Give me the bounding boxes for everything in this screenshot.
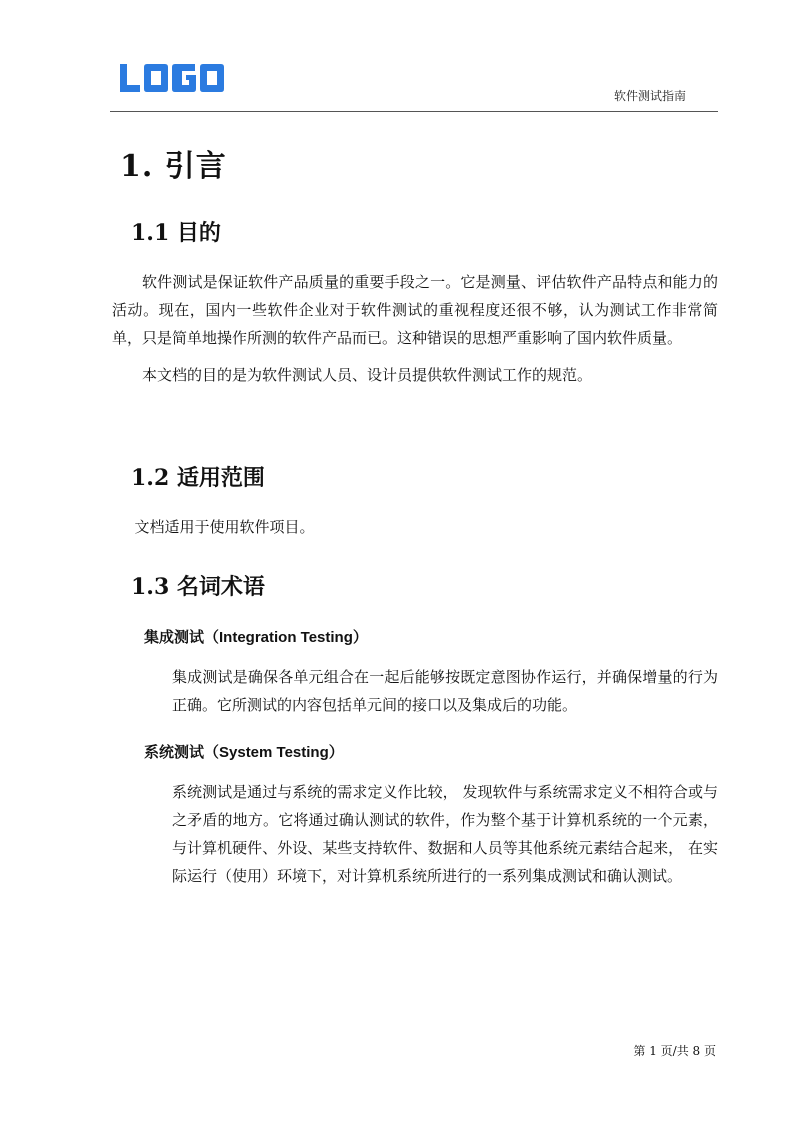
- section-1-2-body: [112, 513, 718, 541]
- page-footer: 第 1 页/共 8 页: [633, 1044, 716, 1058]
- paragraph: 文档适用于使用软件项目。: [134, 518, 315, 536]
- header-title: 软件测试指南: [613, 89, 686, 103]
- logo: [120, 62, 224, 96]
- header-divider: [110, 111, 718, 112]
- section-1-3-heading: 1.3 名词术语: [131, 574, 265, 600]
- section-1-1-body: [112, 268, 718, 389]
- term-system-testing-desc: 系统测试是通过与系统的需求定义作比较， 发现软件与系统需求定义不相符合或与之矛盾的地方。它将通过确认测试的软件，作为整个基于计算机系统的一个元素， 与计算机硬件、外设、某些支持软件、数据和人员等其他系统元素结合起来， 在实际运行（使用）环境下，对计算机系统所进行的一系列集成测试和确认测试。: [172, 783, 718, 885]
- paragraph: 软件测试是保证软件产品质量的重要手段之一。它是测量、评估软件产品特点和能力的活动。现在，国内一些软件企业对于软件测试的重视程度还很不够，认为测试工作非常简单，只是简单地操作所测的软件产品而已。这种错误的思想严重影响了国内软件质量。: [112, 273, 718, 347]
- term-integration-testing: 集成测试（Integration Testing）: [144, 629, 368, 646]
- section-1-heading: 1. 引言: [120, 149, 227, 184]
- paragraph: 本文档的目的是为软件测试人员、设计员提供软件测试工作的规范。: [142, 366, 593, 384]
- term-system-testing: 系统测试（System Testing）: [144, 744, 344, 761]
- section-1-1-heading: 1.1 目的: [131, 220, 221, 246]
- section-1-2-heading: 1.2 适用范围: [131, 465, 265, 491]
- term-integration-testing-desc: 集成测试是确保各单元组合在一起后能够按既定意图协作运行，并确保增量的行为正确。它所测试的内容包括单元间的接口以及集成后的功能。: [172, 668, 718, 714]
